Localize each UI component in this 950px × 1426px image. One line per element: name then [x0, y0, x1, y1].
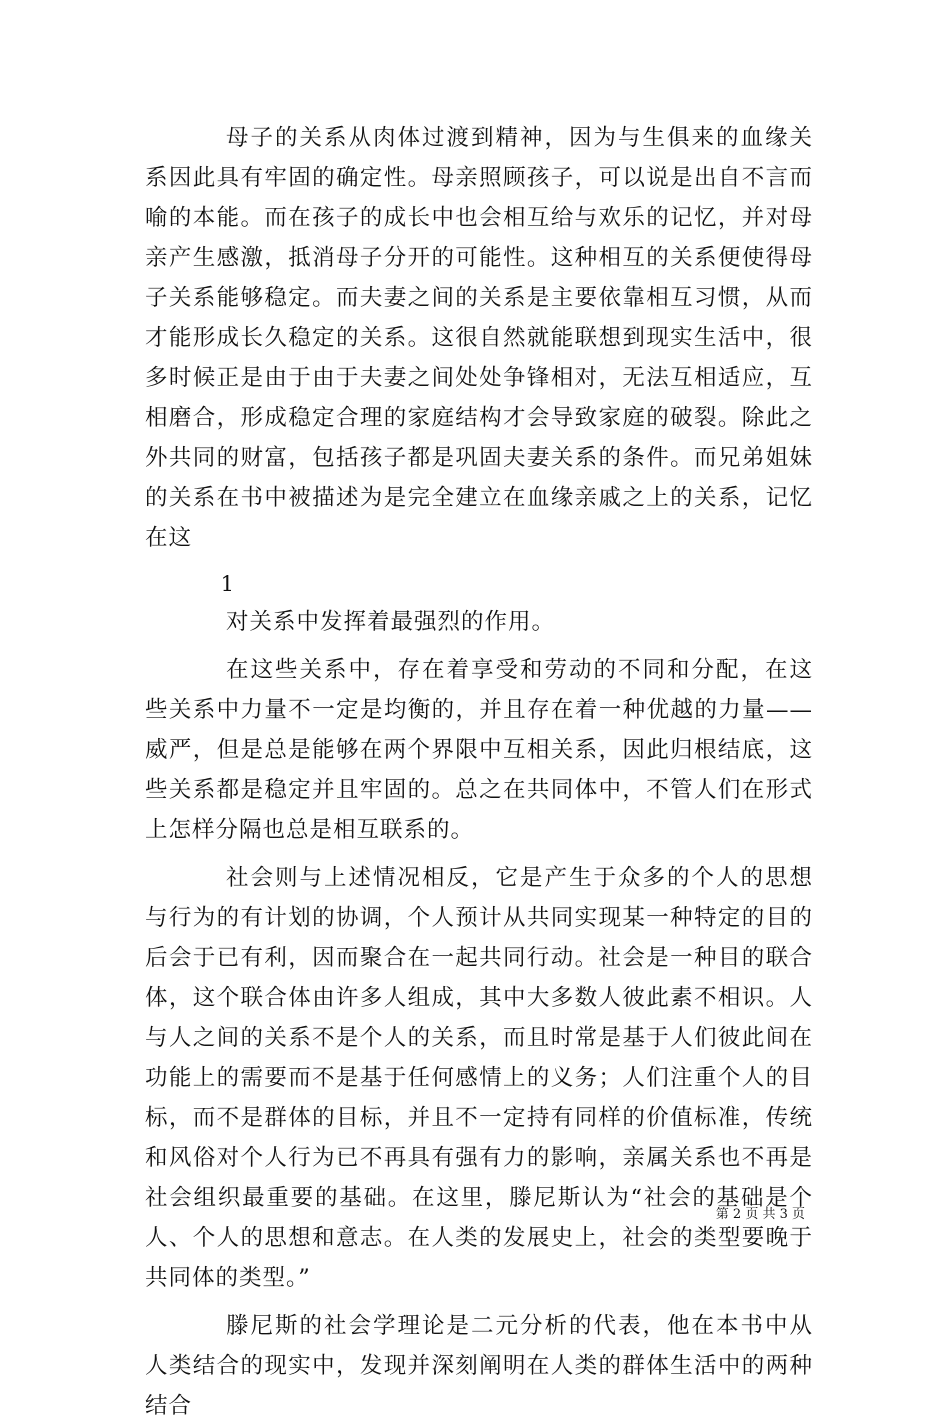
document-body — [145, 118, 813, 1426]
paragraph-tonnies-theory: 滕尼斯的社会学理论是二元分析的代表，他在本书中从人类结合的现实中，发现并深刻阐明在人类的群体生活中的两种结合 — [145, 1313, 813, 1419]
paragraph-society: 社会则与上述情况相反，它是产生于众多的个人的思想与行为的有计划的协调，个人预计从共同实现某一种特定的目的后会于已有利，因而聚合在一起共同行动。社会是一种目的联合体，这个联合体由许多人组成，其中大多数人彼此素不相识。人与人之间的关系不是个人的关系，而且时常是基于人们彼此间在功能上的需要而不是基于任何感情上的义务；人们注重个人的目标，而不是群体的目标，并且不一定持有同样的价值标准，传统和风俗对个人行为已不再具有强有力的影响，亲属关系也不再是社会组织最重要的基础。在这里，滕尼斯认为“社会的基础是个人、个人的思想和意志。在人类的发展史上，社会的类型要晚于共同体的类型。” — [145, 865, 813, 1291]
paragraph-memory-continuation: 对关系中发挥着最强烈的作用。 — [226, 609, 556, 635]
paragraph-community-relations: 在这些关系中，存在着享受和劳动的不同和分配，在这些关系中力量不一定是均衡的，并且存在着一种优越的力量——威严，但是总是能够在两个界限中互相关系，因此归根结底，这些关系都是稳定并且牢固的。总之在共同体中，不管人们在形式上怎样分隔也总是相互联系的。 — [145, 657, 813, 843]
page-footer: 第 2 页 共 3 页 — [715, 1207, 805, 1222]
inline-page-number: 1 — [220, 572, 234, 596]
paragraph-family-relations: 母子的关系从肉体过渡到精神，因为与生俱来的血缘关系因此具有牢固的确定性。母亲照顾孩子，可以说是出自不言而喻的本能。而在孩子的成长中也会相互给与欢乐的记忆，并对母亲产生感激，抵消母子分开的可能性。这种相互的关系便使得母子关系能够稳定。而夫妻之间的关系是主要依靠相互习惯，从而才能形成长久稳定的关系。这很自然就能联想到现实生活中，很多时候正是由于由于夫妻之间处处争锋相对，无法互相适应，互相磨合，形成稳定合理的家庭结构才会导致家庭的破裂。除此之外共同的财富，包括孩子都是巩固夫妻关系的条件。而兄弟姐妹的关系在书中被描述为是完全建立在血缘亲戚之上的关系，记忆在这 — [145, 125, 813, 551]
